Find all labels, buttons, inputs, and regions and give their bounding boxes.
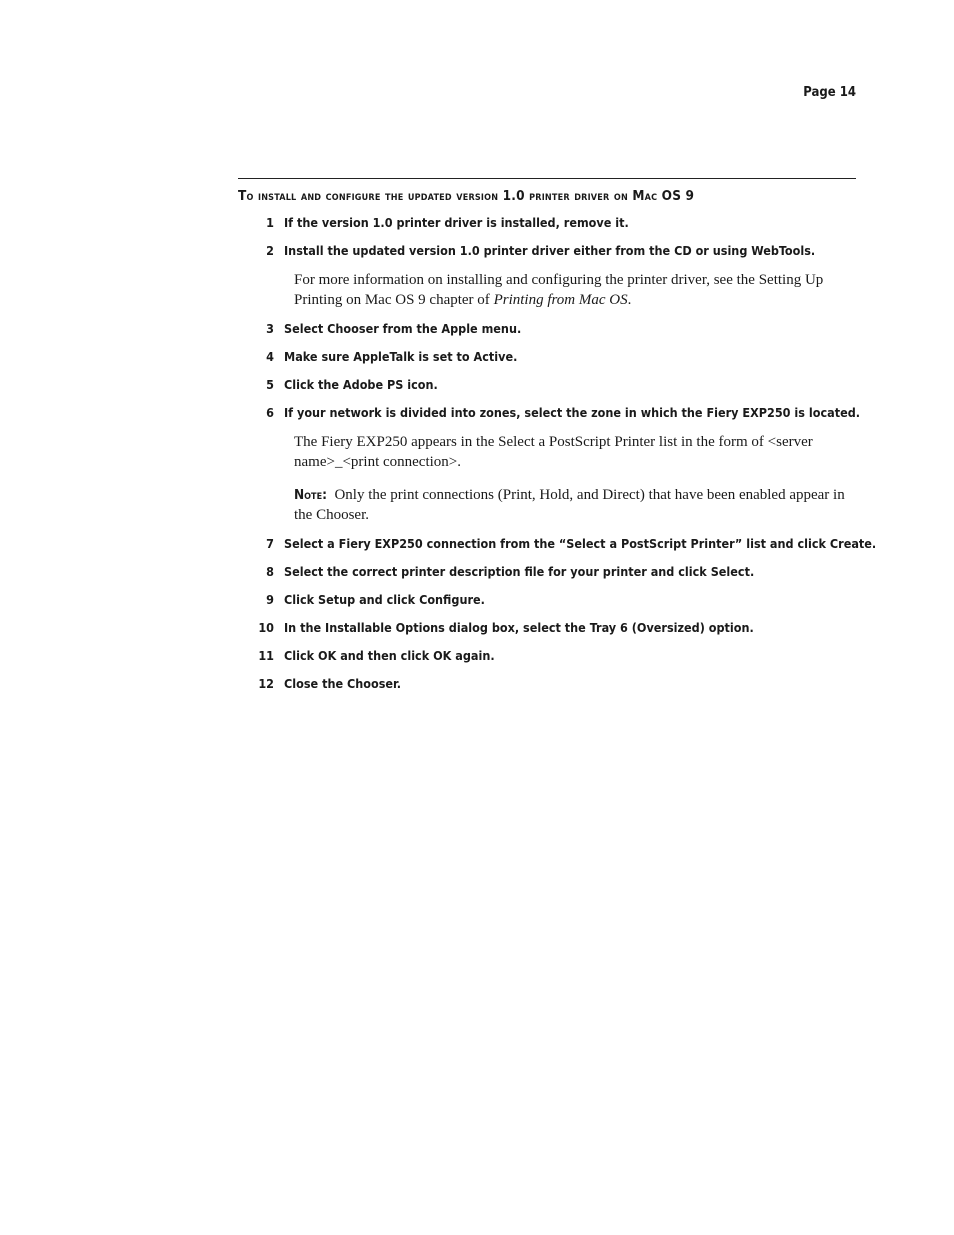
- step-text: In the Installable Options dialog box, select the Tray 6 (Oversized) option.: [284, 620, 754, 635]
- step-number: 8: [266, 564, 274, 579]
- info-text-end: .: [627, 292, 632, 308]
- step-number: 2: [266, 243, 274, 258]
- step-text: Select the correct printer description file for your printer and click Select.: [284, 564, 755, 579]
- step-text: Click the Adobe PS icon.: [284, 377, 438, 392]
- step-number: 5: [266, 377, 274, 392]
- info-text: For more information on installing and configuring the printer driver, see the Setting Up Printing on Mac OS 9 chapter of: [294, 272, 824, 308]
- step-number: 9: [266, 592, 274, 607]
- step-item: [238, 564, 878, 579]
- step-text: Select Chooser from the Apple menu.: [284, 321, 522, 336]
- step-item: [238, 243, 878, 258]
- step-item: [238, 648, 878, 663]
- step-number: 3: [266, 321, 274, 336]
- note-paragraph: [294, 485, 860, 525]
- step-number: 10: [258, 620, 274, 635]
- step-text: Install the updated version 1.0 printer driver either from the CD or using WebTools.: [284, 243, 816, 258]
- step-2-info-paragraph: [294, 270, 860, 310]
- book-title: Printing from Mac OS: [493, 292, 628, 308]
- step-item: [238, 377, 878, 392]
- step-text: Close the Chooser.: [284, 676, 402, 691]
- step-number: 12: [258, 676, 274, 691]
- step-number: 7: [266, 536, 274, 551]
- step-text: If your network is divided into zones, select the zone in which the Fiery EXP250 is located.: [284, 405, 861, 420]
- note-label: Note:: [294, 487, 327, 503]
- step-number: 11: [258, 648, 274, 663]
- step-text: Click Setup and click Configure.: [284, 592, 485, 607]
- step-item: [238, 405, 878, 420]
- step-item: [238, 592, 878, 607]
- section-divider: [238, 178, 856, 179]
- step-item: [238, 349, 878, 364]
- step-text: Make sure AppleTalk is set to Active.: [284, 349, 518, 364]
- step-number: 1: [266, 215, 274, 230]
- page-number: Page 14: [803, 85, 856, 100]
- note-text: Only the print connections (Print, Hold, and Direct) that have been enabled appear in the Chooser.: [294, 487, 845, 523]
- step-item: [238, 620, 878, 635]
- step-number: 6: [266, 405, 274, 420]
- step-text: Select a Fiery EXP250 connection from the “Select a PostScript Printer” list and click Create.: [284, 536, 877, 551]
- step-text: Click OK and then click OK again.: [284, 648, 495, 663]
- step-item: [238, 215, 878, 230]
- step-6-info-paragraph: The Fiery EXP250 appears in the Select a PostScript Printer list in the form of <server name>_<print connection>.: [294, 434, 813, 470]
- step-text: If the version 1.0 printer driver is installed, remove it.: [284, 215, 629, 230]
- section-heading: To install and configure the updated version 1.0 printer driver on Mac OS 9: [238, 188, 695, 204]
- step-number: 4: [266, 349, 274, 364]
- step-item: [238, 536, 878, 551]
- step-item: [238, 321, 878, 336]
- step-item: [238, 676, 878, 691]
